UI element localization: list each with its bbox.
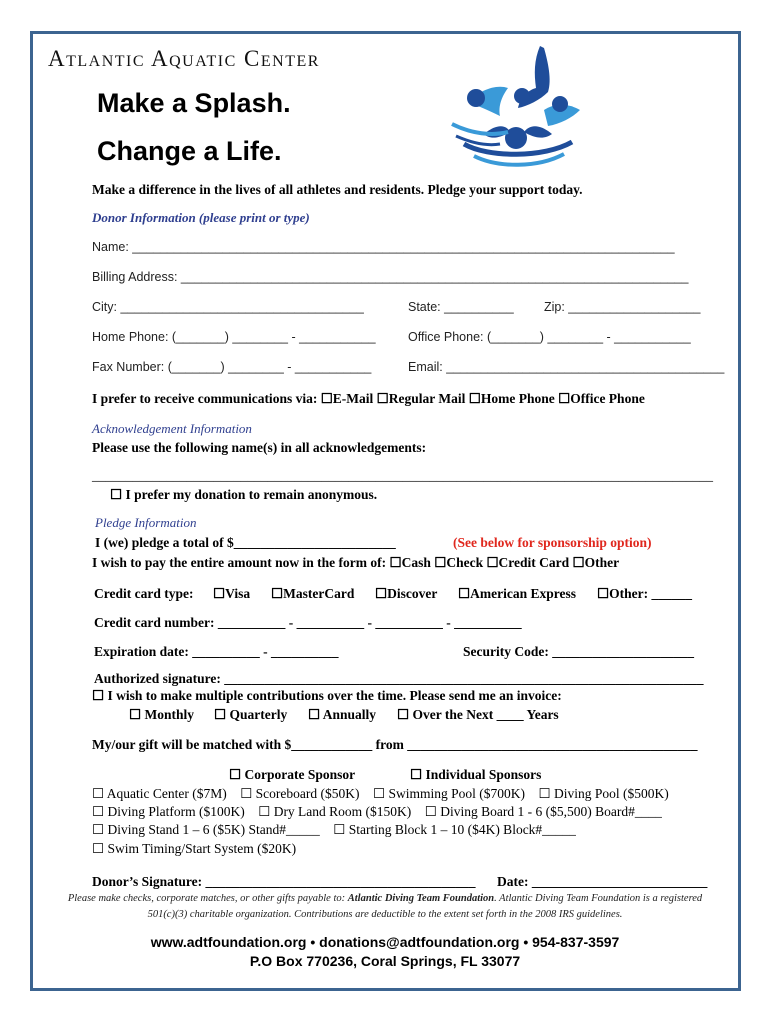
name-field[interactable]: Name: ______________________________________________________________________________ bbox=[92, 240, 675, 254]
city-field[interactable]: City: ___________________________________ bbox=[92, 300, 364, 314]
mailing-address: P.O Box 770236, Coral Springs, FL 33077 bbox=[249, 953, 521, 969]
frequency-annually[interactable]: ☐ Annually bbox=[308, 707, 377, 722]
communication-preference[interactable]: I prefer to receive communications via: ☐E-Mail ☐Regular Mail ☐Home Phone ☐Office Phone bbox=[92, 391, 645, 406]
card-type-other[interactable]: ☐Other: ______ bbox=[597, 586, 692, 601]
contact-line: www.adtfoundation.org • donations@adtfoundation.org • 954-837-3597 bbox=[150, 934, 620, 950]
sponsor-option-row[interactable]: ☐ Aquatic Center ($7M) ☐ Scoreboard ($50K) ☐ Swimming Pool ($700K) ☐ Diving Pool ($500K) bbox=[92, 786, 669, 801]
org-name: Atlantic Aquatic Center bbox=[48, 46, 320, 71]
zip-field[interactable]: Zip: ___________________ bbox=[544, 300, 701, 314]
acknowledgement-name-line[interactable]: ____________________________________________________________________________________________ bbox=[92, 468, 713, 483]
card-type-discover[interactable]: ☐Discover bbox=[375, 586, 438, 601]
gift-matched-field[interactable]: My/our gift will be matched with $____________ from ___________________________________________ bbox=[92, 737, 698, 752]
payment-form-options[interactable]: I wish to pay the entire amount now in the form of: ☐Cash ☐Check ☐Credit Card ☐Other bbox=[92, 555, 620, 570]
acknowledgement-section-heading: Acknowledgement Information bbox=[92, 421, 252, 436]
anonymous-checkbox[interactable]: ☐ I prefer my donation to remain anonymous. bbox=[110, 487, 378, 502]
acknowledgement-instruction: Please use the following name(s) in all acknowledgements: bbox=[92, 440, 427, 455]
card-type-label: Credit card type: bbox=[94, 586, 194, 601]
card-type-visa[interactable]: ☐Visa bbox=[213, 586, 251, 601]
frequency-over-years[interactable]: ☐ Over the Next ____ Years bbox=[397, 707, 559, 722]
security-code-field[interactable]: Security Code: _____________________ bbox=[463, 644, 694, 659]
fax-field[interactable]: Fax Number: (_______) ________ - ___________ bbox=[92, 360, 372, 374]
sponsorship-note: (See below for sponsorship option) bbox=[453, 535, 652, 550]
frequency-monthly[interactable]: ☐ Monthly bbox=[129, 707, 194, 722]
office-phone-field[interactable]: Office Phone: (_______) ________ - ___________ bbox=[408, 330, 691, 344]
donor-signature-field[interactable]: Donor’s Signature: ________________________________________ bbox=[92, 874, 476, 889]
headline-change-a-life: Change a Life. bbox=[97, 136, 282, 166]
billing-address-field[interactable]: Billing Address: _________________________________________________________________________ bbox=[92, 270, 689, 284]
donor-section-heading: Donor Information (please print or type) bbox=[92, 210, 310, 225]
payment-footnote: Please make checks, corporate matches, or other gifts payable to: Atlantic Diving Team Foundation. Atlantic Diving Team Foundation is a registered 501(c)(3) charitable organization. Contributions are deductible to the extent set forth in the 2008 IRS guidelines. bbox=[67, 893, 703, 920]
multiple-contributions-checkbox[interactable]: ☐ I wish to make multiple contributions over the time. Please send me an invoice: bbox=[92, 688, 562, 703]
corporate-sponsor-checkbox[interactable]: ☐ Corporate Sponsor bbox=[229, 767, 356, 782]
swimmers-logo-icon bbox=[448, 40, 588, 180]
email-field[interactable]: Email: ________________________________________ bbox=[408, 360, 725, 374]
date-field[interactable]: Date: __________________________ bbox=[497, 874, 708, 889]
sponsor-option-row[interactable]: ☐ Diving Platform ($100K) ☐ Dry Land Room ($150K) ☐ Diving Board 1 - 6 ($5,500) Board#____ bbox=[92, 804, 662, 819]
card-number-field[interactable]: Credit card number: __________ - __________ - __________ - __________ bbox=[94, 615, 522, 630]
state-field[interactable]: State: __________ bbox=[408, 300, 514, 314]
intro-text: Make a difference in the lives of all athletes and residents. Pledge your support today. bbox=[92, 182, 583, 197]
sponsor-option-row[interactable]: ☐ Swim Timing/Start System ($20K) bbox=[92, 841, 297, 856]
pledge-section-heading: Pledge Information bbox=[95, 515, 197, 530]
frequency-quarterly[interactable]: ☐ Quarterly bbox=[214, 707, 288, 722]
authorized-signature-field[interactable]: Authorized signature: _______________________________________________________________________ bbox=[94, 671, 704, 686]
card-type-amex[interactable]: ☐American Express bbox=[458, 586, 576, 601]
card-type-mastercard[interactable]: ☐MasterCard bbox=[271, 586, 355, 601]
pledge-total-field[interactable]: I (we) pledge a total of $________________________ bbox=[95, 535, 396, 550]
individual-sponsors-checkbox[interactable]: ☐ Individual Sponsors bbox=[410, 767, 542, 782]
home-phone-field[interactable]: Home Phone: (_______) ________ - ___________ bbox=[92, 330, 376, 344]
expiration-field[interactable]: Expiration date: __________ - __________ bbox=[94, 644, 339, 659]
headline-make-a-splash: Make a Splash. bbox=[97, 88, 291, 118]
sponsor-option-row[interactable]: ☐ Diving Stand 1 – 6 ($5K) Stand#_____ ☐ Starting Block 1 – 10 ($4K) Block#_____ bbox=[92, 822, 576, 837]
